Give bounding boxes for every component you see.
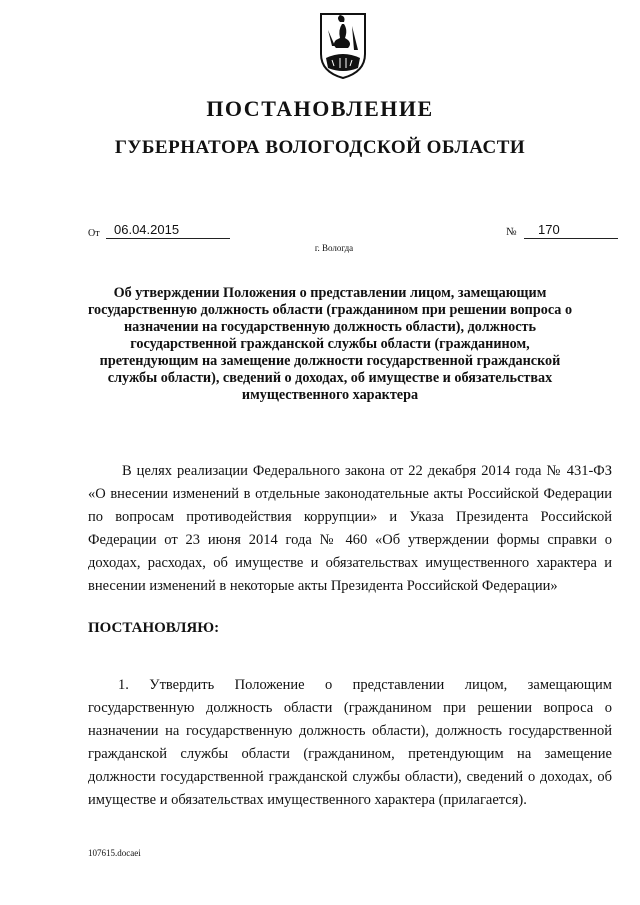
document-city: г. Вологда: [314, 243, 354, 253]
document-title: ПОСТАНОВЛЕНИЕ: [206, 96, 434, 121]
document-number: 170: [524, 222, 618, 239]
coat-of-arms-icon: [318, 10, 368, 80]
document-date: 06.04.2015: [106, 222, 230, 239]
number-prefix: №: [506, 226, 517, 238]
document-issuer: ГУБЕРНАТОРА ВОЛОГОДСКОЙ ОБЛАСТИ: [114, 137, 526, 158]
item-1-paragraph: 1. Утвердить Положение о представлении лицом, замещающим государственную должность области (гражданином при решении вопроса о назначении на государственную должность области), должность государственной гражданской службы области (гражданином, претендующим на замещение должности государственной гражданской службы области), сведений о доходах, об имуществе и обязательствах имущественного характера (прилагается).: [88, 677, 612, 808]
decree-heading: ПОСТАНОВЛЯЮ:: [88, 620, 220, 636]
date-prefix: От: [88, 228, 100, 239]
file-reference: 107615.docaei: [88, 848, 141, 858]
preamble-paragraph: В целях реализации Федерального закона от 22 декабря 2014 года № 431-ФЗ «О внесении изменений в отдельные законодательные акты Российской Федерации по вопросам противодействия коррупции» и Указа Президента Российской Федерации от 23 июня 2014 года № 460 «Об утверждении формы справки о доходах, расходах, об имуществе и обязательствах имущественного характера и внесении изменений в некоторые акты Президента Российской Федерации»: [88, 463, 612, 594]
document-subject: Об утверждении Положения о представлении лицом, замещающим государственную должность области (гражданином при решении вопроса о назначении на государственную должность области), должность государственной гражданской службы области (гражданином, претендующим на замещение должности государственной гражданской службы области), сведений о доходах, об имуществе и обязательствах имущественного характера: [87, 285, 573, 403]
